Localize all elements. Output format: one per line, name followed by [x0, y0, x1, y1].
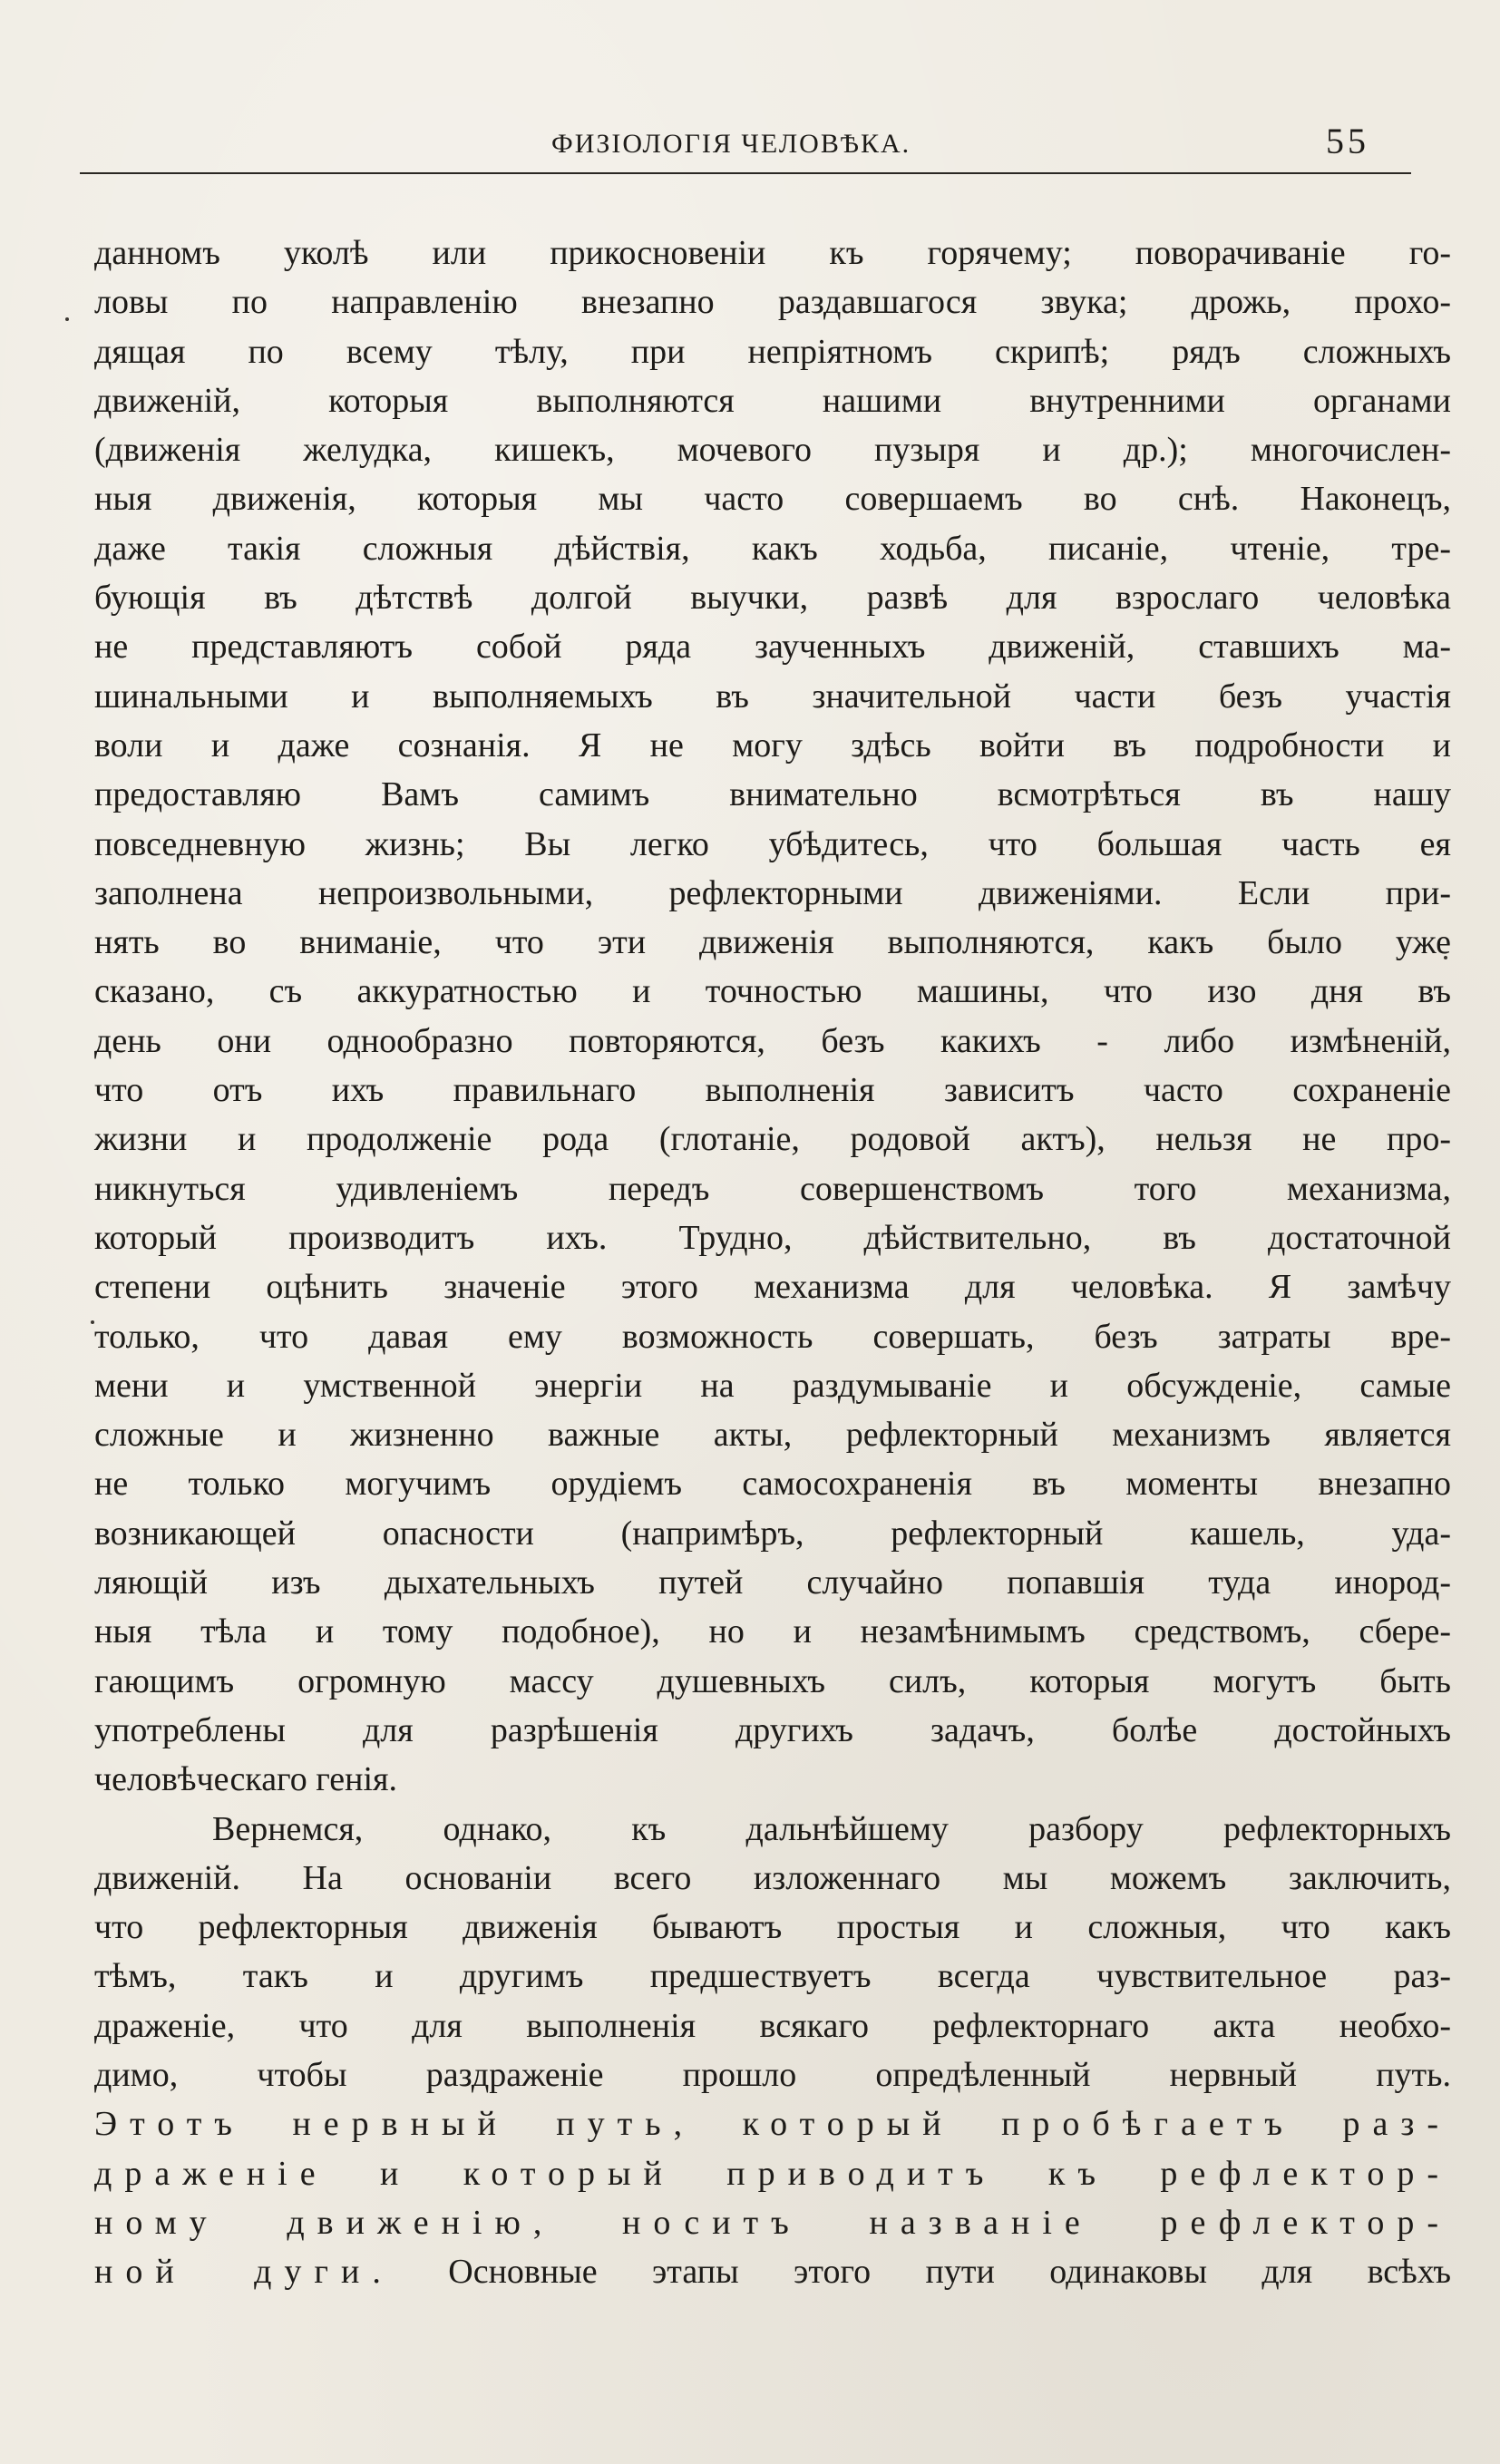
text-line: не только могучимъ орудіемъ самосохраненія въ моменты внезапно — [94, 1465, 1451, 1504]
text-line: движеній. На основаніи всего изложеннаго мы можемъ заключить, — [94, 1858, 1451, 1897]
spaced-emphasis-line: Этотъ нервный путь, который пробѣгаетъ раз- — [94, 2105, 1451, 2144]
text-line: только, что давая ему возможность совершать, безъ затраты вре- — [94, 1317, 1451, 1356]
text-line: дящая по всему тѣлу, при непріятномъ скрипѣ; рядъ сложныхъ — [94, 332, 1451, 371]
paragraph-end-line: человѣческаго генія. — [94, 1760, 398, 1799]
text-line: что отъ ихъ правильнаго выполненія зависитъ часто сохраненіе — [94, 1071, 1451, 1110]
spaced-emphasis-fragment: ной дуги. — [94, 2253, 394, 2292]
text-line: употреблены для разрѣшенія другихъ задачъ, болѣе достойныхъ — [94, 1710, 1451, 1749]
text-line: сложные и жизненно важные акты, рефлекторный механизмъ является — [94, 1416, 1451, 1455]
header-rule — [80, 172, 1411, 174]
running-header — [80, 116, 1411, 180]
mixed-emphasis-line — [94, 2247, 1451, 2296]
page-number: 55 — [1326, 121, 1369, 161]
text-line: нять во вниманіе, что эти движенія выполняются, какъ было уже — [94, 923, 1451, 962]
spaced-emphasis-line: ному движенію, носитъ названіе рефлектор- — [94, 2203, 1451, 2242]
text-line: гающимъ огромную массу душевныхъ силъ, которыя могутъ быть — [94, 1661, 1451, 1700]
text-line: ныя тѣла и тому подобное), но и незамѣнимымъ средствомъ, сбере- — [94, 1612, 1451, 1651]
text-line: повседневную жизнь; Вы легко убѣдитесь, что большая часть ея — [94, 824, 1451, 863]
text-fragment: Основные этапы этого пути одинаковы для всѣхъ — [448, 2253, 1451, 2292]
text-line: жизни и продолженіе рода (глотаніе, родовой актъ), нельзя не про- — [94, 1120, 1451, 1159]
text-line: ныя движенія, которыя мы часто совершаемъ во снѣ. Наконецъ, — [94, 480, 1451, 519]
text-line: (движенія желудка, кишекъ, мочевого пузыря и др.); многочислен- — [94, 431, 1451, 470]
text-line: который производитъ ихъ. Трудно, дѣйствительно, въ достаточной — [94, 1218, 1451, 1257]
margin-speck — [65, 317, 69, 321]
text-line: шинальными и выполняемыхъ въ значительной части безъ участія — [94, 677, 1451, 716]
text-line: степени оцѣнить значеніе этого механизма для человѣка. Я замѣчу — [94, 1268, 1451, 1307]
text-line: не представляютъ собой ряда заученныхъ движеній, ставшихъ ма- — [94, 628, 1451, 667]
running-title: ФИЗІОЛОГІЯ ЧЕЛОВѢКА. — [551, 129, 911, 159]
text-line: движеній, которыя выполняются нашими внутренними органами — [94, 381, 1451, 420]
text-line: ляющій изъ дыхательныхъ путей случайно попавшія туда инород- — [94, 1563, 1451, 1602]
spaced-emphasis-line: драженіе и который приводитъ къ рефлектор- — [94, 2154, 1451, 2193]
text-line: воли и даже сознанія. Я не могу здѣсь войти въ подробности и — [94, 726, 1451, 765]
text-line: день они однообразно повторяются, безъ какихъ - либо измѣненій, — [94, 1021, 1451, 1060]
text-line: что рефлекторныя движенія бываютъ простыя и сложныя, что какъ — [94, 1908, 1451, 1947]
text-line: даже такія сложныя дѣйствія, какъ ходьба, писаніе, чтеніе, тре- — [94, 529, 1451, 568]
text-line: заполнена непроизвольными, рефлекторными движеніями. Если при- — [94, 873, 1451, 912]
text-line: драженіе, что для выполненія всякаго рефлекторнаго акта необхо- — [94, 2006, 1451, 2045]
text-line: сказано, съ аккуратностью и точностью машины, что изо дня въ — [94, 972, 1451, 1011]
text-line: возникающей опасности (напримѣръ, рефлекторный кашель, уда- — [94, 1514, 1451, 1553]
text-line: тѣмъ, такъ и другимъ предшествуетъ всегда чувствительное раз- — [94, 1957, 1451, 1996]
text-line: бующія въ дѣтствѣ долгой выучки, развѣ для взрослаго человѣка — [94, 579, 1451, 618]
text-line: димо, чтобы раздраженіе прошло опредѣленный нервный путь. — [94, 2055, 1451, 2094]
text-line: мени и умственной энергіи на раздумываніе и обсужденіе, самые — [94, 1366, 1451, 1405]
body-text — [94, 229, 1451, 2296]
text-line: предоставляю Вамъ самимъ внимательно всмотрѣться въ нашу — [94, 775, 1451, 814]
paragraph-start-line: Вернемся, однако, къ дальнѣйшему разбору рефлекторныхъ — [212, 1809, 1451, 1848]
text-line: данномъ уколѣ или прикосновеніи къ горячему; поворачиваніе го- — [94, 234, 1451, 272]
text-line: ловы по направленію внезапно раздавшагося звука; дрожь, прохо- — [94, 283, 1451, 322]
text-line: никнуться удивленіемъ передъ совершенствомъ того механизма, — [94, 1169, 1451, 1208]
